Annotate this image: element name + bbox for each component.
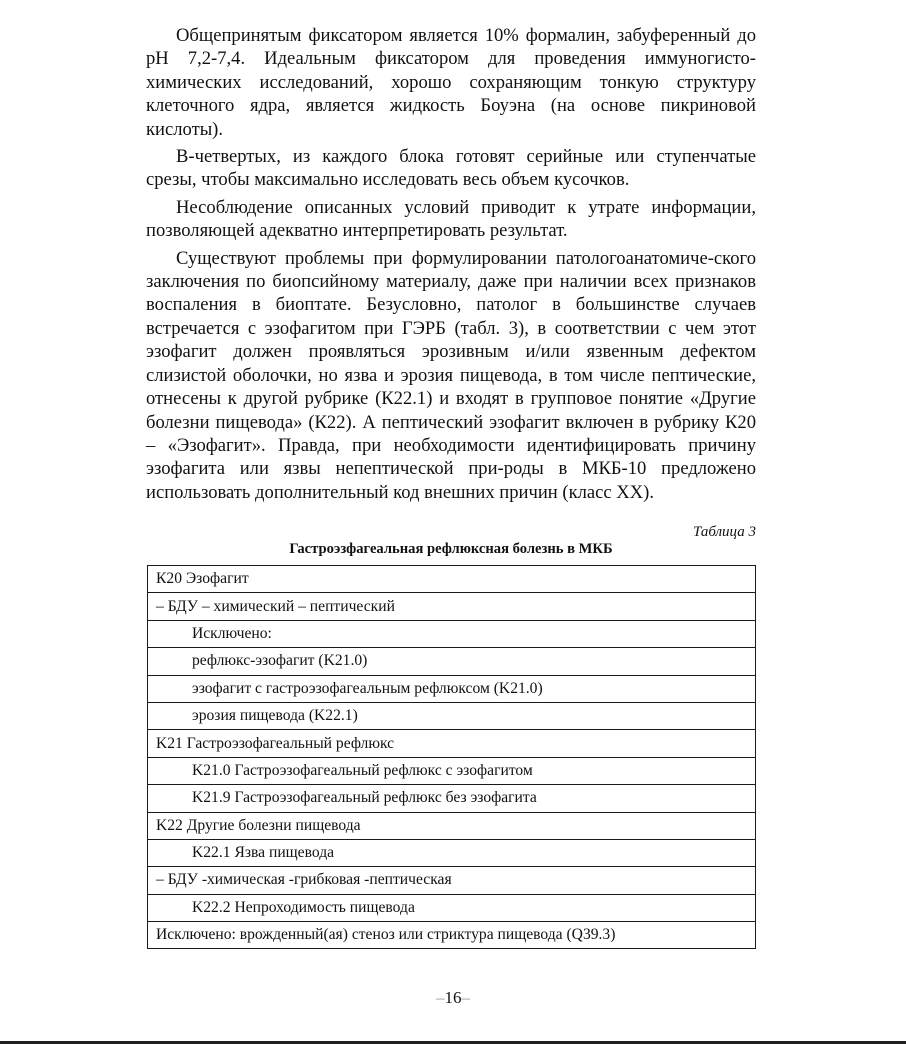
page-number-dash: – bbox=[461, 988, 470, 1007]
icd-table bbox=[147, 565, 756, 949]
table-cell: Исключено: bbox=[148, 620, 756, 647]
table-cell: рефлюкс-эзофагит (K21.0) bbox=[148, 648, 756, 675]
table-cell: K22.2 Непроходимость пищевода bbox=[148, 894, 756, 921]
table-row bbox=[148, 894, 756, 921]
table-row bbox=[148, 620, 756, 647]
table-row bbox=[148, 785, 756, 812]
table-cell: K21.9 Гастроэзофагеальный рефлюкс без эзофагита bbox=[148, 785, 756, 812]
table-cell: – БДУ -химическая -грибковая -пептическая bbox=[148, 867, 756, 894]
table-row bbox=[148, 566, 756, 593]
table-cell: K22.1 Язва пищевода bbox=[148, 839, 756, 866]
table-row bbox=[148, 922, 756, 949]
paragraph-conditions: Несоблюдение описанных условий приводит к утрате информации, позволяющей адекватно интерпретировать результат. bbox=[146, 196, 756, 242]
page-number: 16 bbox=[444, 988, 462, 1007]
body-text bbox=[146, 24, 756, 508]
table-cell: K22 Другие болезни пищевода bbox=[148, 812, 756, 839]
table-row bbox=[148, 812, 756, 839]
paragraph-fixatives: Общепринятым фиксатором является 10% формалин, забуференный до pH 7,2-7,4. Идеальным фиксатором для проведения иммуногисто-химических исследований, хорошо сохраняющим тонкую структуру клеточного ядра, является жидкость Боуэна (на основе пикриновой кислоты). bbox=[146, 25, 756, 140]
table-row bbox=[148, 839, 756, 866]
table-cell: эзофагит с гастроэзофагеальным рефлюксом (K21.0) bbox=[148, 675, 756, 702]
table-row bbox=[148, 675, 756, 702]
table-cell: K21.0 Гастроэзофагеальный рефлюкс с эзофагитом bbox=[148, 757, 756, 784]
page-number-line bbox=[0, 988, 906, 1008]
table-row bbox=[148, 648, 756, 675]
table-row bbox=[148, 867, 756, 894]
table-cell: Исключено: врожденный(ая) стеноз или стриктура пищевода (Q39.3) bbox=[148, 922, 756, 949]
paragraph-serial-sections: В-четвертых, из каждого блока готовят серийные или ступенчатые срезы, чтобы максимально исследовать весь объем кусочков. bbox=[146, 146, 756, 191]
table-row bbox=[148, 702, 756, 729]
page-number-dash: – bbox=[436, 988, 445, 1007]
table-row bbox=[148, 730, 756, 757]
table-cell: K21 Гастроэзофагеальный рефлюкс bbox=[148, 730, 756, 757]
table-row bbox=[148, 757, 756, 784]
table-row bbox=[148, 593, 756, 620]
table-cell: эрозия пищевода (K22.1) bbox=[148, 702, 756, 729]
table-caption: Таблица 3 bbox=[693, 524, 756, 540]
table-cell: К20 Эзофагит bbox=[148, 566, 756, 593]
paragraph-diagnosis-problems: Существуют проблемы при формулировании патологоанатомиче-ского заключения по биопсийному материалу, даже при наличии всех признаков воспаления в биоптате. Безусловно, патолог в большинстве случаев встречается с эзофагитом при ГЭРБ (табл. 3), в соответствии с чем этот эзофагит должен проявляться эрозивным и/или язвенным дефектом слизистой оболочки, но язва и эрозия пищевода, в том числе пептические, отнесены к другой рубрике (К22.1) и входят в групповое понятие «Другие болезни пищевода» (К22). А пептический эзофагит включен в рубрику К20 – «Эзофагит». Правда, при необходимости идентифицировать причину эзофагита или язвы непептической при-роды в МКБ-10 предложено использовать дополнительный код внешних причин (класс XX). bbox=[146, 247, 756, 503]
table-title: Гастроэзфагеальная рефлюксная болезнь в МКБ bbox=[289, 541, 613, 557]
table-cell: – БДУ – химический – пептический bbox=[148, 593, 756, 620]
